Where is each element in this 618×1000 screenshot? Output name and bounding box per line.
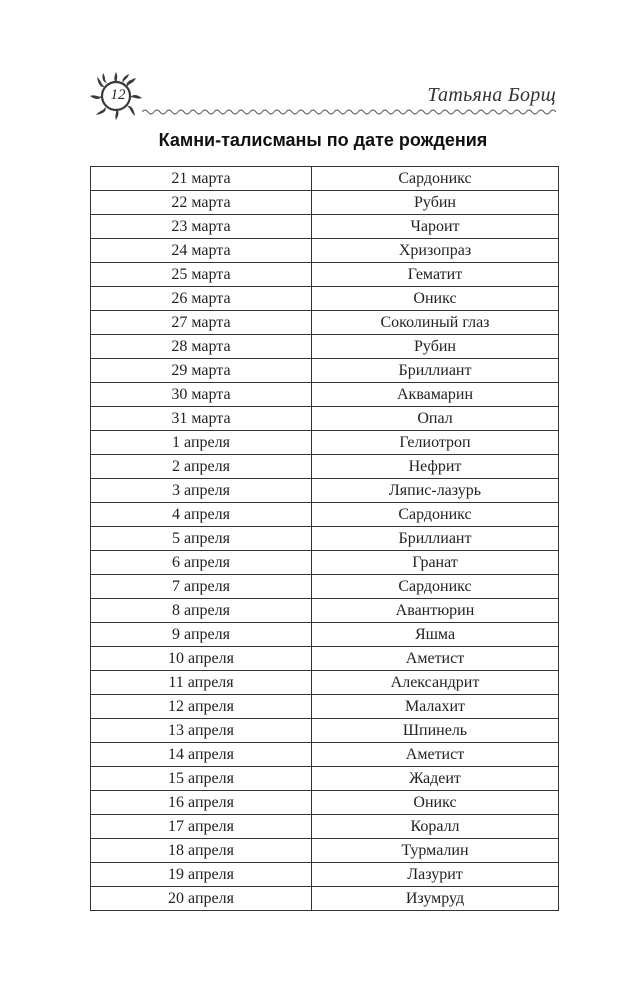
- table-row: [91, 623, 559, 647]
- stone-name-cell: Ляпис-лазурь: [312, 479, 559, 503]
- stone-name-cell: Лазурит: [312, 863, 559, 887]
- birth-date-cell: 26 марта: [91, 287, 312, 311]
- stone-name-cell: Оникс: [312, 791, 559, 815]
- birth-date-cell: 25 марта: [91, 263, 312, 287]
- author-name: Татьяна Борщ: [427, 84, 556, 106]
- page-header: [88, 70, 558, 122]
- stone-name-cell: Опал: [312, 407, 559, 431]
- table-row: [91, 239, 559, 263]
- table-row: [91, 671, 559, 695]
- stone-name-cell: Гранат: [312, 551, 559, 575]
- table-row: [91, 743, 559, 767]
- birth-date-cell: 8 апреля: [91, 599, 312, 623]
- birth-date-cell: 20 апреля: [91, 887, 312, 911]
- table-row: [91, 767, 559, 791]
- stone-name-cell: Малахит: [312, 695, 559, 719]
- stone-name-cell: Нефрит: [312, 455, 559, 479]
- birth-date-cell: 12 апреля: [91, 695, 312, 719]
- stone-name-cell: Хризопраз: [312, 239, 559, 263]
- table-row: [91, 383, 559, 407]
- stone-name-cell: Шпинель: [312, 719, 559, 743]
- birth-date-cell: 27 марта: [91, 311, 312, 335]
- stone-name-cell: Гелиотроп: [312, 431, 559, 455]
- stone-name-cell: Аметист: [312, 647, 559, 671]
- birth-date-cell: 18 апреля: [91, 839, 312, 863]
- stone-name-cell: Сардоникс: [312, 575, 559, 599]
- stone-name-cell: Рубин: [312, 191, 559, 215]
- table-row: [91, 719, 559, 743]
- table-row: [91, 887, 559, 911]
- birth-date-cell: 13 апреля: [91, 719, 312, 743]
- table-row: [91, 167, 559, 191]
- table-row: [91, 335, 559, 359]
- birth-date-cell: 19 апреля: [91, 863, 312, 887]
- stone-name-cell: Турмалин: [312, 839, 559, 863]
- table-row: [91, 863, 559, 887]
- table-row: [91, 287, 559, 311]
- table-row: [91, 647, 559, 671]
- table-row: [91, 431, 559, 455]
- table-row: [91, 695, 559, 719]
- birth-date-cell: 3 апреля: [91, 479, 312, 503]
- birth-date-cell: 14 апреля: [91, 743, 312, 767]
- birth-date-cell: 15 апреля: [91, 767, 312, 791]
- table-row: [91, 215, 559, 239]
- birth-date-cell: 7 апреля: [91, 575, 312, 599]
- table-row: [91, 359, 559, 383]
- stone-name-cell: Оникс: [312, 287, 559, 311]
- table-row: [91, 455, 559, 479]
- birth-date-cell: 5 апреля: [91, 527, 312, 551]
- stone-name-cell: Бриллиант: [312, 527, 559, 551]
- table-row: [91, 407, 559, 431]
- stone-name-cell: Сардоникс: [312, 167, 559, 191]
- birth-date-cell: 10 апреля: [91, 647, 312, 671]
- birth-date-cell: 22 марта: [91, 191, 312, 215]
- page-title: Камни-талисманы по дате рождения: [158, 130, 488, 150]
- stone-name-cell: Рубин: [312, 335, 559, 359]
- birth-date-cell: 30 марта: [91, 383, 312, 407]
- birth-date-cell: 21 марта: [91, 167, 312, 191]
- birth-date-cell: 1 апреля: [91, 431, 312, 455]
- stone-name-cell: Сардоникс: [312, 503, 559, 527]
- table-row: [91, 575, 559, 599]
- birth-date-cell: 4 апреля: [91, 503, 312, 527]
- table-row: [91, 527, 559, 551]
- stone-name-cell: Аметист: [312, 743, 559, 767]
- table-row: [91, 191, 559, 215]
- birth-date-cell: 6 апреля: [91, 551, 312, 575]
- table-row: [91, 263, 559, 287]
- stone-name-cell: Александрит: [312, 671, 559, 695]
- table-row: [91, 551, 559, 575]
- stone-name-cell: Коралл: [312, 815, 559, 839]
- table-row: [91, 599, 559, 623]
- table-row: [91, 503, 559, 527]
- birth-date-cell: 17 апреля: [91, 815, 312, 839]
- table-row: [91, 791, 559, 815]
- stone-name-cell: Чароит: [312, 215, 559, 239]
- stone-name-cell: Аквамарин: [312, 383, 559, 407]
- stone-name-cell: Жадеит: [312, 767, 559, 791]
- birth-date-cell: 23 марта: [91, 215, 312, 239]
- birth-date-cell: 11 апреля: [91, 671, 312, 695]
- birth-date-cell: 9 апреля: [91, 623, 312, 647]
- wavy-divider: [142, 108, 556, 116]
- birth-date-cell: 16 апреля: [91, 791, 312, 815]
- table-body: [91, 167, 559, 911]
- birth-date-cell: 28 марта: [91, 335, 312, 359]
- table-row: [91, 815, 559, 839]
- stone-name-cell: Авантюрин: [312, 599, 559, 623]
- stone-name-cell: Изумруд: [312, 887, 559, 911]
- table-row: [91, 839, 559, 863]
- birth-date-cell: 31 марта: [91, 407, 312, 431]
- stone-name-cell: Соколиный глаз: [312, 311, 559, 335]
- birth-date-cell: 29 марта: [91, 359, 312, 383]
- stone-name-cell: Яшма: [312, 623, 559, 647]
- table-row: [91, 479, 559, 503]
- table-row: [91, 311, 559, 335]
- stone-name-cell: Бриллиант: [312, 359, 559, 383]
- birth-date-cell: 2 апреля: [91, 455, 312, 479]
- page-number: 12: [110, 87, 126, 103]
- birth-date-cell: 24 марта: [91, 239, 312, 263]
- stone-name-cell: Гематит: [312, 263, 559, 287]
- talisman-stones-table: [90, 166, 559, 911]
